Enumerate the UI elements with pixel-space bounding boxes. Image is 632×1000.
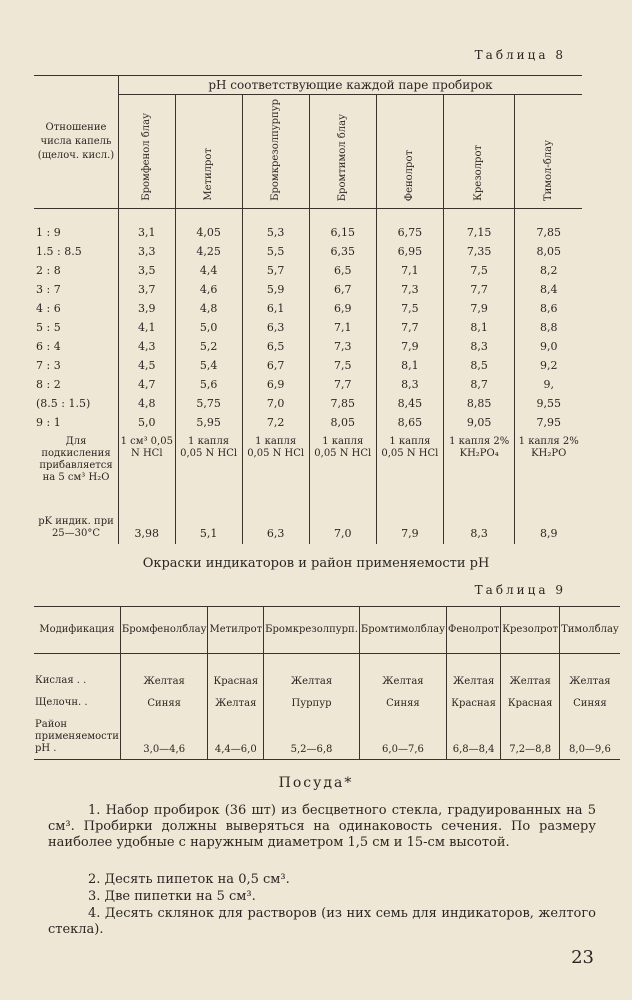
acid-cell: 1 капля 0,05 N HCl bbox=[376, 432, 443, 496]
table8-acid-row bbox=[34, 432, 582, 496]
ph-cell: 8,05 bbox=[309, 413, 376, 432]
table8-caption: Таблица 8 bbox=[474, 48, 566, 62]
ph-cell: 7,5 bbox=[376, 299, 443, 318]
acid-cell: 1 капля 2% KH₂PO bbox=[515, 432, 582, 496]
ph-cell: 7,3 bbox=[376, 280, 443, 299]
color-cell: Красная bbox=[208, 670, 264, 692]
ph-cell: 4,5 bbox=[119, 356, 176, 375]
ph-cell: 5,3 bbox=[242, 208, 309, 242]
ph-cell: 3,5 bbox=[119, 261, 176, 280]
ph-cell: 5,2 bbox=[175, 337, 242, 356]
table8 bbox=[34, 75, 582, 544]
color-cell: Пурпур bbox=[264, 692, 360, 714]
acid-cell: 1 капля 0,05 N HCl bbox=[175, 432, 242, 496]
indicator-header: Бромтимол блау bbox=[309, 95, 376, 209]
ph-cell: 7,5 bbox=[443, 261, 515, 280]
ph-cell: 6,15 bbox=[309, 208, 376, 242]
color-cell: Желтая bbox=[359, 670, 446, 692]
modification-cell: Щелочн. . bbox=[35, 697, 88, 708]
paragraph-3: 3. Две пипетки на 5 см³. bbox=[88, 889, 256, 904]
ph-cell: 8,3 bbox=[376, 375, 443, 394]
ph-cell: 7,5 bbox=[309, 356, 376, 375]
ph-cell: 6,5 bbox=[309, 261, 376, 280]
modification-cell: Кислая . . bbox=[35, 675, 87, 686]
color-cell: Красная bbox=[447, 692, 501, 714]
ph-cell: 3,3 bbox=[119, 242, 176, 261]
acid-label: Для подкисления прибавляется на 5 см³ H₂O bbox=[39, 435, 113, 483]
pk-cell: 8,9 bbox=[515, 496, 582, 544]
ratio-cell: 9 : 1 bbox=[36, 415, 61, 429]
pk-cell: 7,0 bbox=[309, 496, 376, 544]
table9-header: Бромтимолблау bbox=[359, 607, 446, 654]
ph-cell: 8,3 bbox=[443, 337, 515, 356]
ph-cell: 8,8 bbox=[515, 318, 582, 337]
indicator-header: Тимол-блау bbox=[515, 95, 582, 209]
ph-cell: 8,4 bbox=[515, 280, 582, 299]
table9-header: Фенолрот bbox=[447, 607, 501, 654]
ph-cell: 6,35 bbox=[309, 242, 376, 261]
table8-pk-row bbox=[34, 496, 582, 544]
ph-cell: 5,4 bbox=[175, 356, 242, 375]
table8-row bbox=[34, 280, 582, 299]
pk-cell: 6,3 bbox=[242, 496, 309, 544]
paragraph-1: 1. Набор пробирок (36 шт) из бесцветного стекла, градуированных на 5 см³. Пробирки должны выверяться на одинаковость сечения. По размеру наиболее удобные с наружным диаметром 1,5 см и 15-см высотой. bbox=[48, 803, 596, 850]
color-cell: Синяя bbox=[359, 692, 446, 714]
ph-cell: 5,5 bbox=[242, 242, 309, 261]
ph-cell: 9,05 bbox=[443, 413, 515, 432]
ph-cell: 7,9 bbox=[376, 337, 443, 356]
ratio-cell: 3 : 7 bbox=[36, 282, 61, 296]
ph-cell: 6,7 bbox=[242, 356, 309, 375]
table8-row bbox=[34, 337, 582, 356]
ph-cell: 4,7 bbox=[119, 375, 176, 394]
table9-row bbox=[34, 670, 620, 692]
ph-cell: 4,8 bbox=[175, 299, 242, 318]
ph-cell: 6,9 bbox=[309, 299, 376, 318]
ph-cell: 8,2 bbox=[515, 261, 582, 280]
table9-row bbox=[34, 692, 620, 714]
ph-cell: 3,9 bbox=[119, 299, 176, 318]
ph-cell: 7,85 bbox=[309, 394, 376, 413]
range-cell: 4,4—6,0 bbox=[208, 714, 264, 760]
color-cell: Желтая bbox=[120, 670, 208, 692]
ratio-cell: 7 : 3 bbox=[36, 358, 61, 372]
ph-cell: 5,9 bbox=[242, 280, 309, 299]
ratio-cell: 5 : 5 bbox=[36, 320, 61, 334]
ratio-cell: (8.5 : 1.5) bbox=[36, 396, 91, 410]
ph-cell: 7,95 bbox=[515, 413, 582, 432]
ph-cell: 9,0 bbox=[515, 337, 582, 356]
table8-row bbox=[34, 318, 582, 337]
ph-cell: 8,5 bbox=[443, 356, 515, 375]
ph-cell: 5,75 bbox=[175, 394, 242, 413]
posuda-title: Посуда* bbox=[278, 775, 354, 791]
indicator-header: Крезолрот bbox=[443, 95, 515, 209]
ph-cell: 6,3 bbox=[242, 318, 309, 337]
range-cell: 6,8—8,4 bbox=[447, 714, 501, 760]
ph-cell: 9,55 bbox=[515, 394, 582, 413]
table8-row bbox=[34, 356, 582, 375]
ph-cell: 7,9 bbox=[443, 299, 515, 318]
color-cell: Желтая bbox=[447, 670, 501, 692]
acid-cell: 1 капля 0,05 N HCl bbox=[309, 432, 376, 496]
indicator-header: Метилрот bbox=[175, 95, 242, 209]
ph-cell: 4,4 bbox=[175, 261, 242, 280]
ph-cell: 5,95 bbox=[175, 413, 242, 432]
ph-cell: 7,7 bbox=[309, 375, 376, 394]
ratio-cell: 8 : 2 bbox=[36, 377, 61, 391]
range-cell: 7,2—8,8 bbox=[501, 714, 560, 760]
table8-row bbox=[34, 299, 582, 318]
table9-header: Тимолблау bbox=[560, 607, 620, 654]
ph-cell: 6,7 bbox=[309, 280, 376, 299]
pk-label: pK индик. при 25—30°C bbox=[38, 515, 114, 539]
paragraph-2: 2. Десять пипеток на 0,5 см³. bbox=[88, 872, 290, 887]
ratio-cell: 1 : 9 bbox=[36, 225, 61, 239]
ph-cell: 5,7 bbox=[242, 261, 309, 280]
ph-cell: 8,05 bbox=[515, 242, 582, 261]
ph-cell: 5,0 bbox=[119, 413, 176, 432]
table8-row bbox=[34, 413, 582, 432]
ph-cell: 8,1 bbox=[376, 356, 443, 375]
color-cell: Желтая bbox=[501, 670, 560, 692]
ph-cell: 5,0 bbox=[175, 318, 242, 337]
ph-cell: 4,3 bbox=[119, 337, 176, 356]
ph-cell: 7,0 bbox=[242, 394, 309, 413]
color-cell: Синяя bbox=[120, 692, 208, 714]
pk-cell: 7,9 bbox=[376, 496, 443, 544]
range-label: Район применяемости pH . bbox=[34, 714, 120, 760]
color-cell: Желтая bbox=[264, 670, 360, 692]
table8-row bbox=[34, 394, 582, 413]
ph-cell: 6,75 bbox=[376, 208, 443, 242]
table9-header: Бромкрезолпурп. bbox=[264, 607, 360, 654]
section-title: Окраски индикаторов и район применяемости pH bbox=[142, 556, 490, 571]
ratio-cell: 4 : 6 bbox=[36, 301, 61, 315]
ph-cell: 8,65 bbox=[376, 413, 443, 432]
ph-cell: 4,05 bbox=[175, 208, 242, 242]
ph-cell: 6,1 bbox=[242, 299, 309, 318]
acid-cell: 1 см³ 0,05 N HCl bbox=[119, 432, 176, 496]
ph-cell: 7,7 bbox=[376, 318, 443, 337]
indicator-header: Фенолрот bbox=[376, 95, 443, 209]
table9-header: Модификация bbox=[34, 607, 120, 654]
pk-cell: 8,3 bbox=[443, 496, 515, 544]
ratio-cell: 1.5 : 8.5 bbox=[36, 244, 82, 258]
acid-cell: 1 капля 2% KH₂PO₄ bbox=[443, 432, 515, 496]
table8-row bbox=[34, 208, 582, 242]
table8-row bbox=[34, 242, 582, 261]
ph-cell: 6,95 bbox=[376, 242, 443, 261]
ph-cell: 6,5 bbox=[242, 337, 309, 356]
table8-ph-header: pH соответствующие каждой паре пробирок bbox=[119, 76, 583, 95]
ph-cell: 9, bbox=[515, 375, 582, 394]
ph-cell: 4,1 bbox=[119, 318, 176, 337]
ph-cell: 7,7 bbox=[443, 280, 515, 299]
color-cell: Желтая bbox=[560, 670, 620, 692]
table9-header: Крезолрот bbox=[501, 607, 560, 654]
ph-cell: 7,15 bbox=[443, 208, 515, 242]
ratio-cell: 2 : 8 bbox=[36, 263, 61, 277]
ph-cell: 7,1 bbox=[376, 261, 443, 280]
color-cell: Красная bbox=[501, 692, 560, 714]
table9-header-row bbox=[34, 607, 620, 654]
color-cell: Синяя bbox=[560, 692, 620, 714]
table9-caption: Таблица 9 bbox=[474, 583, 566, 597]
ratio-cell: 6 : 4 bbox=[36, 339, 61, 353]
pk-cell: 5,1 bbox=[175, 496, 242, 544]
ph-cell: 9,2 bbox=[515, 356, 582, 375]
ph-cell: 7,1 bbox=[309, 318, 376, 337]
paragraph-4: 4. Десять склянок для растворов (из них семь для индикаторов, желтого стекла). bbox=[48, 906, 596, 937]
table9-header: Бромфенолблау bbox=[120, 607, 208, 654]
ph-cell: 5,6 bbox=[175, 375, 242, 394]
ph-cell: 4,8 bbox=[119, 394, 176, 413]
ph-cell: 8,6 bbox=[515, 299, 582, 318]
ph-cell: 3,7 bbox=[119, 280, 176, 299]
ph-cell: 3,1 bbox=[119, 208, 176, 242]
pk-cell: 3,98 bbox=[119, 496, 176, 544]
ph-cell: 7,3 bbox=[309, 337, 376, 356]
ph-cell: 7,35 bbox=[443, 242, 515, 261]
indicator-header: Бромфенол блау bbox=[119, 95, 176, 209]
table8-row bbox=[34, 375, 582, 394]
table9-range-row bbox=[34, 714, 620, 760]
ph-cell: 4,6 bbox=[175, 280, 242, 299]
ph-cell: 7,85 bbox=[515, 208, 582, 242]
range-cell: 8,0—9,6 bbox=[560, 714, 620, 760]
table9-header: Метилрот bbox=[208, 607, 264, 654]
acid-cell: 1 капля 0,05 N HCl bbox=[242, 432, 309, 496]
ph-cell: 6,9 bbox=[242, 375, 309, 394]
ph-cell: 8,85 bbox=[443, 394, 515, 413]
ph-cell: 8,1 bbox=[443, 318, 515, 337]
page-number: 23 bbox=[571, 947, 594, 968]
table8-row bbox=[34, 261, 582, 280]
color-cell: Желтая bbox=[208, 692, 264, 714]
range-cell: 5,2—6,8 bbox=[264, 714, 360, 760]
table8-row-header: Отношение числа капель (щелоч. кисл.) bbox=[34, 76, 119, 209]
range-cell: 6,0—7,6 bbox=[359, 714, 446, 760]
ph-cell: 8,7 bbox=[443, 375, 515, 394]
indicator-header: Бромкрезолпурпур bbox=[242, 95, 309, 209]
ph-cell: 4,25 bbox=[175, 242, 242, 261]
range-cell: 3,0—4,6 bbox=[120, 714, 208, 760]
table9 bbox=[34, 606, 620, 760]
ph-cell: 7,2 bbox=[242, 413, 309, 432]
ph-cell: 8,45 bbox=[376, 394, 443, 413]
